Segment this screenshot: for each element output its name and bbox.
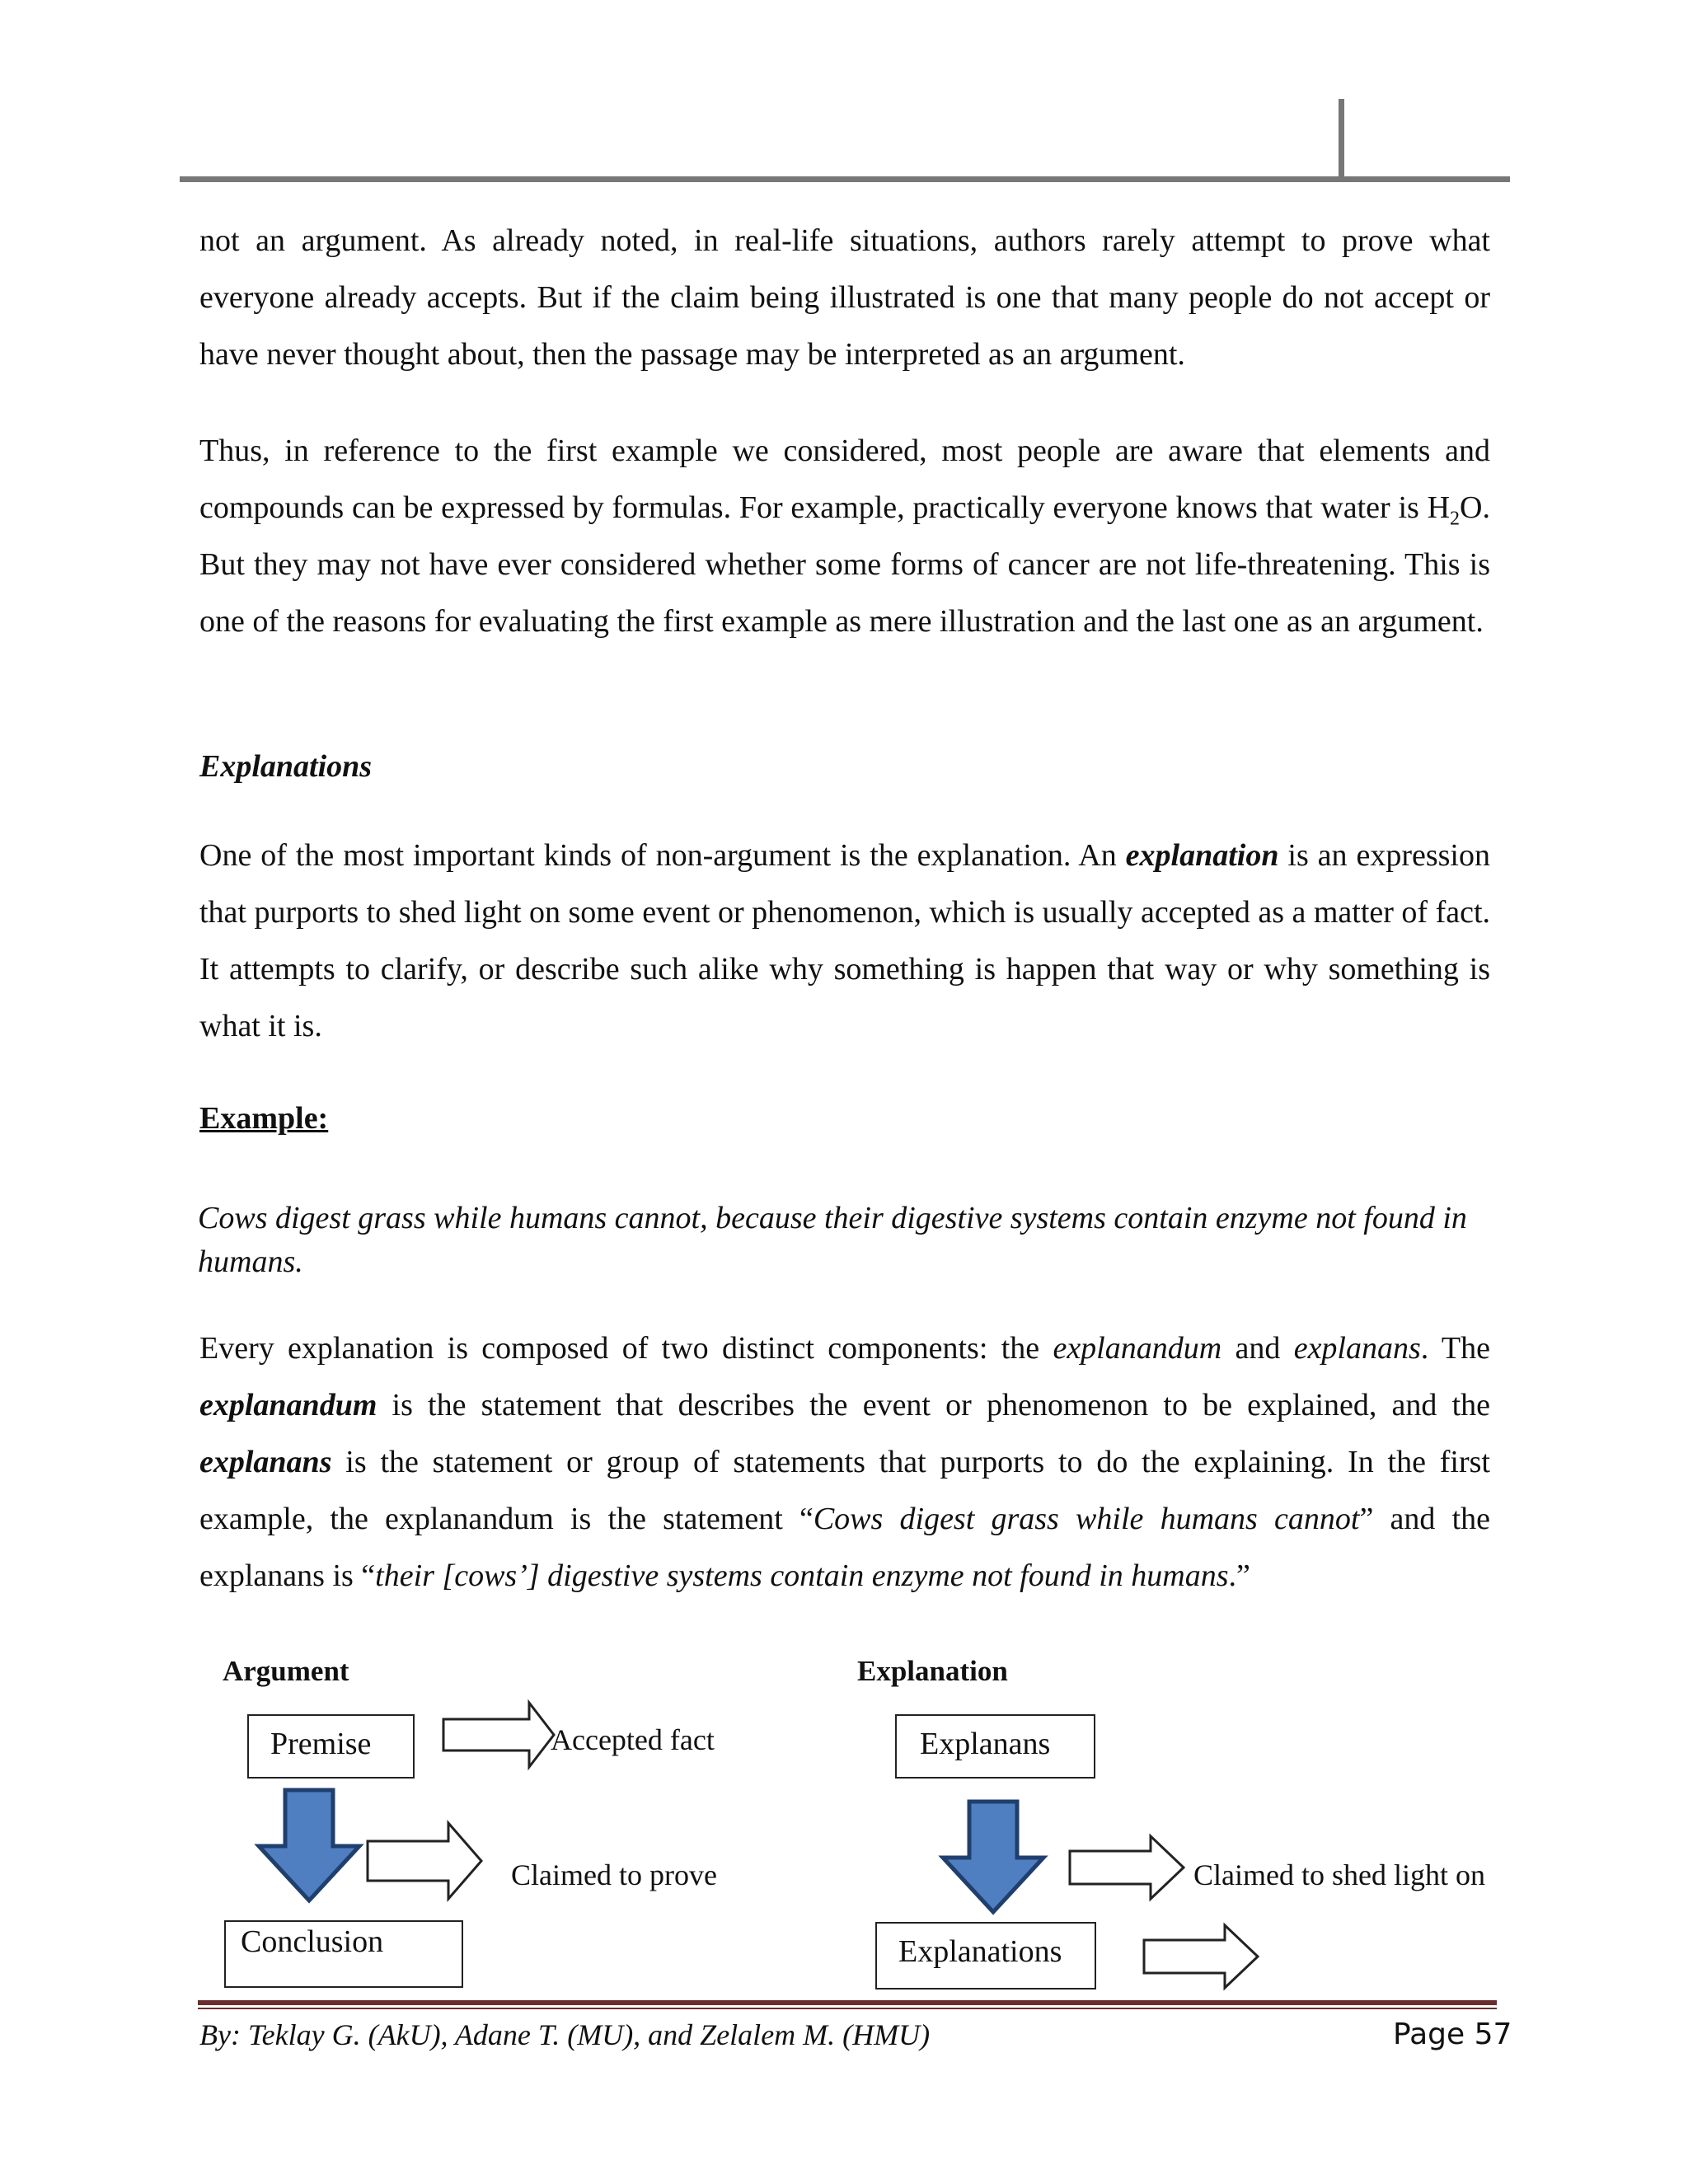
argument-label: Argument [223,1655,349,1687]
page-number: Page 57 [1393,2018,1512,2051]
term-explanation: explanation [1125,838,1279,873]
footer-rule-thin [198,2008,1497,2009]
accepted-fact-text: Accepted fact [551,1723,715,1756]
p2-part-b: O. But they may not have ever considered whether some forms of cancer are not life-threatening. This is one of the reasons for evaluating the first example as mere illustration and the last one as an argument. [199,490,1490,639]
down-arrow-icon [256,1788,363,1904]
premise-box: Premise [247,1714,415,1779]
down-arrow-icon [940,1800,1047,1915]
explanation-label: Explanation [857,1655,1008,1687]
paragraph-3: One of the most important kinds of non-argument is the explanation. An explanation is an expression that purports to shed light on some event or phenomenon, which is usually accepted as a matter of fact. It attempts to clarify, or describe such alike why something is happen that way or why something is what it is. [199,838,1491,1043]
heading-explanations: Explanations [199,749,373,784]
footer-rule [198,2000,1497,2005]
example-sentence: Cows digest grass while humans cannot, because their digestive systems contain enzyme not found in humans. [198,1201,1467,1279]
heading-example: Example: [199,1101,329,1136]
footer-authors: By: Teklay G. (AkU), Adane T. (MU), and Zelalem M. (HMU) [199,2018,931,2051]
paragraph-4: Every explanation is composed of two distinct components: the explanandum and explanans. The explanandum is the statement that describes the event or phenomenon to be explained, and the explanans is the statement or group of statements that purports to do the explaining. In the first example, the explanandum is the statement “Cows digest grass while humans cannot” and the explanans is “their [cows’] digestive systems contain enzyme not found in humans.” [199,1331,1490,1593]
right-arrow-icon [442,1701,557,1769]
p2-part-a: Thus, in reference to the first example we considered, most people are aware that elements and compounds can be expressed by formulas. For example, practically everyone knows that water is H [199,434,1490,525]
right-arrow-icon [1068,1835,1187,1900]
right-arrow-icon [366,1821,485,1900]
paragraph-1: not an argument. As already noted, in real-life situations, authors rarely attempt to prove what everyone already accepts. But if the claim being illustrated is one that many people do not accept or have never thought about, then the passage may be interpreted as an argument. [199,223,1490,372]
term-explanans: explanans [199,1445,332,1479]
term-explanandum: explanandum [199,1388,377,1422]
paragraph-2 [199,423,1490,650]
conclusion-box: Conclusion [224,1920,463,1988]
p2-subscript: 2 [1450,508,1461,530]
right-arrow-icon [1142,1924,1261,1990]
header-rule-tick [1339,99,1344,180]
explanations-box: Explanations [875,1922,1096,1990]
header-rule [180,176,1510,182]
explanans-box: Explanans [895,1714,1095,1779]
claimed-to-prove-text: Claimed to prove [511,1858,717,1891]
claimed-to-shed-light-text: Claimed to shed light on [1193,1858,1485,1891]
